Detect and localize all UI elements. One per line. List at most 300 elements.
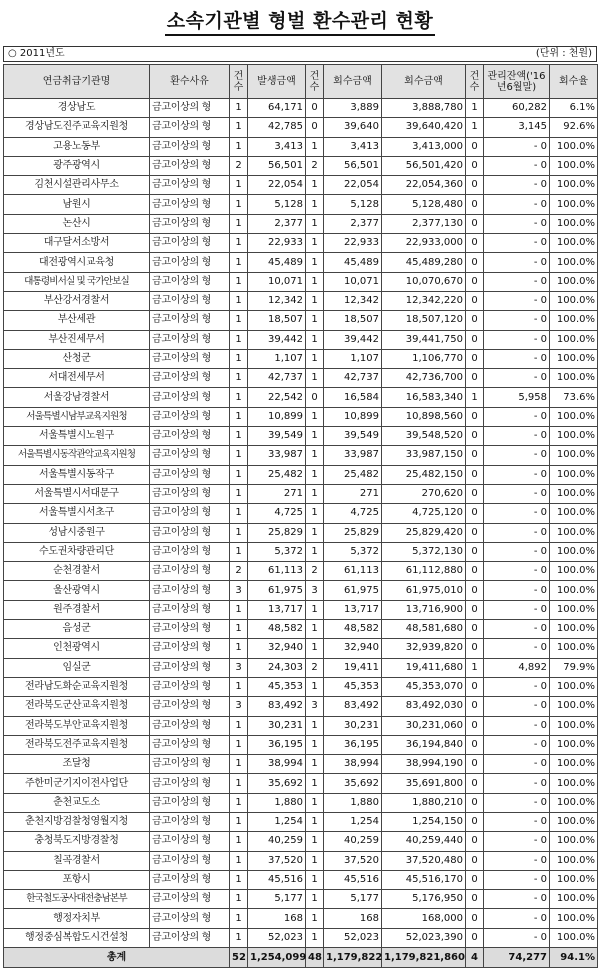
table-row [4,523,598,542]
cell-reason: 금고이상의 형 [150,620,230,639]
cell-recovered-1: 13,717 [324,600,382,619]
cell-reason: 금고이상의 형 [150,600,230,619]
cell-count-2: 1 [306,851,324,870]
cell-org: 포항시 [4,870,150,889]
cell-rate: 100.0% [550,677,598,696]
cell-balance: - 0 [484,542,550,561]
cell-org: 전라북도군산교육지원청 [4,697,150,716]
cell-balance: - 0 [484,639,550,658]
total-count-1: 52 [230,948,248,968]
cell-recovered-2: 19,411,680 [382,658,466,677]
cell-count-3: 0 [466,870,484,889]
cell-balance: - 0 [484,407,550,426]
table-row [4,735,598,754]
cell-recovered-2: 12,342,220 [382,291,466,310]
table-row [4,928,598,947]
cell-reason: 금고이상의 형 [150,677,230,696]
cell-rate: 100.0% [550,639,598,658]
cell-recovered-2: 25,829,420 [382,523,466,542]
cell-reason: 금고이상의 형 [150,542,230,561]
cell-count-1: 1 [230,118,248,137]
cell-org: 울산광역시 [4,581,150,600]
cell-count-1: 1 [230,716,248,735]
cell-count-2: 1 [306,311,324,330]
cell-count-3: 0 [466,156,484,175]
cell-recovered-2: 33,987,150 [382,446,466,465]
cell-count-1: 1 [230,600,248,619]
cell-count-2: 1 [306,542,324,561]
cell-org: 산청군 [4,349,150,368]
cell-balance: - 0 [484,214,550,233]
cell-count-1: 1 [230,870,248,889]
cell-amount: 22,933 [248,234,306,253]
cell-count-3: 0 [466,504,484,523]
cell-count-2: 1 [306,812,324,831]
cell-count-1: 2 [230,562,248,581]
cell-count-2: 1 [306,369,324,388]
cell-recovered-2: 10,070,670 [382,272,466,291]
cell-recovered-2: 39,548,520 [382,427,466,446]
cell-reason: 금고이상의 형 [150,909,230,928]
cell-rate: 100.0% [550,156,598,175]
cell-recovered-2: 22,933,000 [382,234,466,253]
header-recovered-2: 회수금액 [382,65,466,99]
cell-recovered-1: 56,501 [324,156,382,175]
cell-org: 경상남도 [4,99,150,118]
cell-amount: 24,303 [248,658,306,677]
table-row [4,195,598,214]
cell-recovered-1: 1,880 [324,793,382,812]
table-row [4,639,598,658]
cell-count-1: 1 [230,369,248,388]
cell-count-3: 0 [466,137,484,156]
cell-rate: 100.0% [550,697,598,716]
cell-recovered-2: 56,501,420 [382,156,466,175]
cell-count-2: 1 [306,523,324,542]
cell-recovered-1: 16,584 [324,388,382,407]
cell-recovered-2: 37,520,480 [382,851,466,870]
cell-recovered-2: 35,691,800 [382,774,466,793]
cell-amount: 25,829 [248,523,306,542]
cell-amount: 12,342 [248,291,306,310]
cell-reason: 금고이상의 형 [150,523,230,542]
cell-count-1: 1 [230,755,248,774]
cell-reason: 금고이상의 형 [150,504,230,523]
cell-count-2: 1 [306,620,324,639]
cell-count-3: 0 [466,677,484,696]
cell-reason: 금고이상의 형 [150,369,230,388]
table-row [4,812,598,831]
cell-count-3: 0 [466,542,484,561]
cell-balance: - 0 [484,774,550,793]
cell-rate: 100.0% [550,311,598,330]
cell-amount: 35,692 [248,774,306,793]
cell-rate: 79.9% [550,658,598,677]
cell-reason: 금고이상의 형 [150,562,230,581]
table-row [4,234,598,253]
cell-rate: 100.0% [550,755,598,774]
cell-count-1: 2 [230,156,248,175]
cell-balance: - 0 [484,832,550,851]
cell-count-1: 1 [230,234,248,253]
cell-org: 한국철도공사대전충남본부 [4,890,150,909]
cell-rate: 100.0% [550,716,598,735]
cell-recovered-2: 22,054,360 [382,176,466,195]
cell-count-1: 1 [230,446,248,465]
cell-amount: 37,520 [248,851,306,870]
cell-amount: 1,107 [248,349,306,368]
cell-rate: 6.1% [550,99,598,118]
cell-org: 원주경찰서 [4,600,150,619]
cell-count-2: 1 [306,234,324,253]
cell-rate: 100.0% [550,253,598,272]
cell-reason: 금고이상의 형 [150,890,230,909]
cell-count-3: 0 [466,851,484,870]
cell-count-1: 1 [230,851,248,870]
cell-count-3: 0 [466,272,484,291]
cell-count-2: 1 [306,870,324,889]
cell-balance: - 0 [484,812,550,831]
cell-count-1: 1 [230,812,248,831]
table-row [4,176,598,195]
cell-reason: 금고이상의 형 [150,639,230,658]
table-row [4,446,598,465]
cell-count-3: 1 [466,658,484,677]
cell-amount: 61,113 [248,562,306,581]
cell-recovered-1: 1,107 [324,349,382,368]
cell-count-2: 1 [306,928,324,947]
cell-amount: 5,128 [248,195,306,214]
cell-recovered-1: 39,549 [324,427,382,446]
cell-count-2: 1 [306,137,324,156]
cell-recovered-1: 30,231 [324,716,382,735]
cell-recovered-2: 5,176,950 [382,890,466,909]
cell-org: 서울특별시동작구 [4,465,150,484]
cell-balance: - 0 [484,156,550,175]
cell-count-1: 1 [230,253,248,272]
table-row [4,542,598,561]
cell-reason: 금고이상의 형 [150,851,230,870]
cell-count-2: 0 [306,118,324,137]
cell-count-2: 1 [306,832,324,851]
cell-recovered-1: 61,113 [324,562,382,581]
cell-count-3: 1 [466,388,484,407]
cell-count-1: 1 [230,620,248,639]
cell-count-2: 1 [306,716,324,735]
cell-recovered-2: 4,725,120 [382,504,466,523]
cell-count-3: 0 [466,369,484,388]
cell-amount: 52,023 [248,928,306,947]
cell-org: 광주광역시 [4,156,150,175]
cell-count-1: 1 [230,311,248,330]
cell-count-3: 0 [466,890,484,909]
cell-org: 전라남도화순교육지원청 [4,677,150,696]
cell-amount: 48,582 [248,620,306,639]
table-row [4,793,598,812]
cell-balance: - 0 [484,620,550,639]
cell-recovered-1: 5,372 [324,542,382,561]
cell-org: 부산진세무서 [4,330,150,349]
cell-reason: 금고이상의 형 [150,311,230,330]
cell-org: 수도권차량관리단 [4,542,150,561]
cell-reason: 금고이상의 형 [150,272,230,291]
cell-balance: - 0 [484,600,550,619]
cell-balance: - 0 [484,349,550,368]
cell-amount: 61,975 [248,581,306,600]
cell-rate: 100.0% [550,234,598,253]
total-balance: 74,277 [484,948,550,968]
cell-count-3: 0 [466,253,484,272]
cell-count-3: 0 [466,755,484,774]
cell-rate: 100.0% [550,330,598,349]
cell-balance: - 0 [484,755,550,774]
cell-recovered-1: 83,492 [324,697,382,716]
table-row [4,504,598,523]
table-row [4,369,598,388]
cell-balance: - 0 [484,253,550,272]
cell-org: 고용노동부 [4,137,150,156]
cell-count-1: 1 [230,427,248,446]
cell-recovered-1: 45,353 [324,677,382,696]
cell-reason: 금고이상의 형 [150,99,230,118]
cell-count-3: 0 [466,735,484,754]
cell-recovered-2: 2,377,130 [382,214,466,233]
unit-label: (단위 : 천원) [535,48,592,59]
cell-balance: - 0 [484,291,550,310]
table-row [4,832,598,851]
info-bar [3,46,597,62]
cell-count-1: 1 [230,677,248,696]
cell-count-3: 0 [466,195,484,214]
cell-org: 대통령비서실 및 국가안보실 [4,272,150,291]
cell-rate: 92.6% [550,118,598,137]
cell-amount: 64,171 [248,99,306,118]
cell-reason: 금고이상의 형 [150,755,230,774]
cell-recovered-1: 35,692 [324,774,382,793]
cell-org: 칠곡경찰서 [4,851,150,870]
cell-amount: 40,259 [248,832,306,851]
header-count-1: 건수 [230,65,248,99]
cell-recovered-2: 61,112,880 [382,562,466,581]
cell-amount: 39,549 [248,427,306,446]
cell-recovered-1: 22,054 [324,176,382,195]
total-rate: 94.1% [550,948,598,968]
cell-org: 대구달서소방서 [4,234,150,253]
cell-recovered-2: 10,898,560 [382,407,466,426]
table-row [4,658,598,677]
cell-count-1: 1 [230,291,248,310]
cell-recovered-2: 270,620 [382,484,466,503]
table-row [4,909,598,928]
year-label: ○ 2011년도 [8,48,65,59]
cell-recovered-1: 61,975 [324,581,382,600]
cell-org: 주한미군기지이전사업단 [4,774,150,793]
cell-count-2: 1 [306,195,324,214]
cell-recovered-2: 45,353,070 [382,677,466,696]
cell-recovered-2: 25,482,150 [382,465,466,484]
cell-count-1: 1 [230,909,248,928]
cell-reason: 금고이상의 형 [150,484,230,503]
cell-recovered-2: 3,888,780 [382,99,466,118]
cell-org: 전라북도부안교육지원청 [4,716,150,735]
cell-recovered-2: 45,489,280 [382,253,466,272]
cell-count-1: 1 [230,99,248,118]
cell-count-1: 1 [230,542,248,561]
cell-amount: 1,254 [248,812,306,831]
cell-recovered-1: 19,411 [324,658,382,677]
cell-amount: 33,987 [248,446,306,465]
cell-reason: 금고이상의 형 [150,330,230,349]
cell-balance: - 0 [484,484,550,503]
cell-recovered-1: 18,507 [324,311,382,330]
cell-recovered-1: 38,994 [324,755,382,774]
cell-balance: - 0 [484,677,550,696]
cell-amount: 39,442 [248,330,306,349]
cell-count-2: 3 [306,697,324,716]
cell-amount: 42,785 [248,118,306,137]
cell-balance: 5,958 [484,388,550,407]
cell-recovered-1: 42,737 [324,369,382,388]
cell-rate: 100.0% [550,562,598,581]
cell-rate: 100.0% [550,484,598,503]
cell-count-1: 1 [230,195,248,214]
cell-count-1: 1 [230,890,248,909]
cell-recovered-1: 37,520 [324,851,382,870]
cell-rate: 100.0% [550,793,598,812]
cell-org: 충청북도지방경찰청 [4,832,150,851]
cell-balance: - 0 [484,890,550,909]
cell-balance: - 0 [484,465,550,484]
cell-recovered-1: 40,259 [324,832,382,851]
cell-org: 춘천교도소 [4,793,150,812]
cell-amount: 168 [248,909,306,928]
cell-count-3: 0 [466,832,484,851]
cell-amount: 271 [248,484,306,503]
table-row [4,484,598,503]
cell-reason: 금고이상의 형 [150,832,230,851]
cell-recovered-2: 1,106,770 [382,349,466,368]
cell-amount: 45,489 [248,253,306,272]
cell-org: 임실군 [4,658,150,677]
cell-count-2: 1 [306,176,324,195]
cell-org: 김천시설관리사무소 [4,176,150,195]
cell-count-3: 0 [466,909,484,928]
table-row [4,99,598,118]
cell-count-1: 1 [230,484,248,503]
cell-count-3: 0 [466,311,484,330]
total-count-2: 48 [306,948,324,968]
total-recovered-1: 1,179,822 [324,948,382,968]
cell-balance: 60,282 [484,99,550,118]
cell-count-3: 0 [466,291,484,310]
cell-count-2: 1 [306,272,324,291]
cell-count-3: 0 [466,812,484,831]
cell-reason: 금고이상의 형 [150,735,230,754]
cell-count-3: 0 [466,697,484,716]
table-row [4,774,598,793]
cell-reason: 금고이상의 형 [150,156,230,175]
cell-recovered-1: 33,987 [324,446,382,465]
cell-amount: 2,377 [248,214,306,233]
cell-balance: - 0 [484,234,550,253]
cell-count-3: 0 [466,523,484,542]
table-row [4,600,598,619]
cell-balance: - 0 [484,851,550,870]
cell-recovered-1: 36,195 [324,735,382,754]
cell-org: 남원시 [4,195,150,214]
cell-reason: 금고이상의 형 [150,291,230,310]
cell-rate: 100.0% [550,523,598,542]
cell-recovered-2: 45,516,170 [382,870,466,889]
cell-balance: - 0 [484,793,550,812]
cell-recovered-1: 3,889 [324,99,382,118]
table-row [4,156,598,175]
cell-rate: 100.0% [550,909,598,928]
table-row [4,388,598,407]
cell-count-2: 1 [306,677,324,696]
cell-count-3: 0 [466,581,484,600]
cell-rate: 100.0% [550,870,598,889]
cell-balance: - 0 [484,504,550,523]
cell-recovered-1: 39,442 [324,330,382,349]
cell-count-3: 0 [466,600,484,619]
cell-count-3: 1 [466,99,484,118]
table-body [4,99,598,948]
table-row [4,253,598,272]
cell-rate: 100.0% [550,369,598,388]
cell-recovered-2: 1,880,210 [382,793,466,812]
table-row [4,677,598,696]
table-row [4,620,598,639]
cell-recovered-2: 13,716,900 [382,600,466,619]
cell-balance: - 0 [484,176,550,195]
cell-reason: 금고이상의 형 [150,812,230,831]
header-recovered-1: 회수금액 [324,65,382,99]
cell-recovered-2: 39,640,420 [382,118,466,137]
cell-rate: 100.0% [550,504,598,523]
cell-balance: - 0 [484,697,550,716]
cell-balance: - 0 [484,870,550,889]
cell-org: 춘천지방검찰청영월지청 [4,812,150,831]
cell-recovered-1: 10,899 [324,407,382,426]
cell-reason: 금고이상의 형 [150,388,230,407]
cell-count-2: 3 [306,581,324,600]
cell-recovered-1: 52,023 [324,928,382,947]
cell-count-2: 1 [306,349,324,368]
cell-balance: 4,892 [484,658,550,677]
cell-count-1: 1 [230,523,248,542]
cell-count-1: 1 [230,793,248,812]
cell-count-2: 0 [306,99,324,118]
cell-recovered-2: 36,194,840 [382,735,466,754]
cell-count-2: 1 [306,774,324,793]
cell-count-3: 0 [466,214,484,233]
cell-count-1: 3 [230,581,248,600]
cell-count-2: 1 [306,793,324,812]
cell-reason: 금고이상의 형 [150,195,230,214]
cell-amount: 45,516 [248,870,306,889]
cell-count-1: 1 [230,137,248,156]
cell-rate: 100.0% [550,272,598,291]
cell-org: 부산세관 [4,311,150,330]
cell-count-1: 1 [230,735,248,754]
table-row [4,349,598,368]
cell-count-2: 1 [306,407,324,426]
table-row [4,562,598,581]
cell-count-2: 1 [306,253,324,272]
cell-recovered-2: 38,994,190 [382,755,466,774]
cell-balance: - 0 [484,735,550,754]
